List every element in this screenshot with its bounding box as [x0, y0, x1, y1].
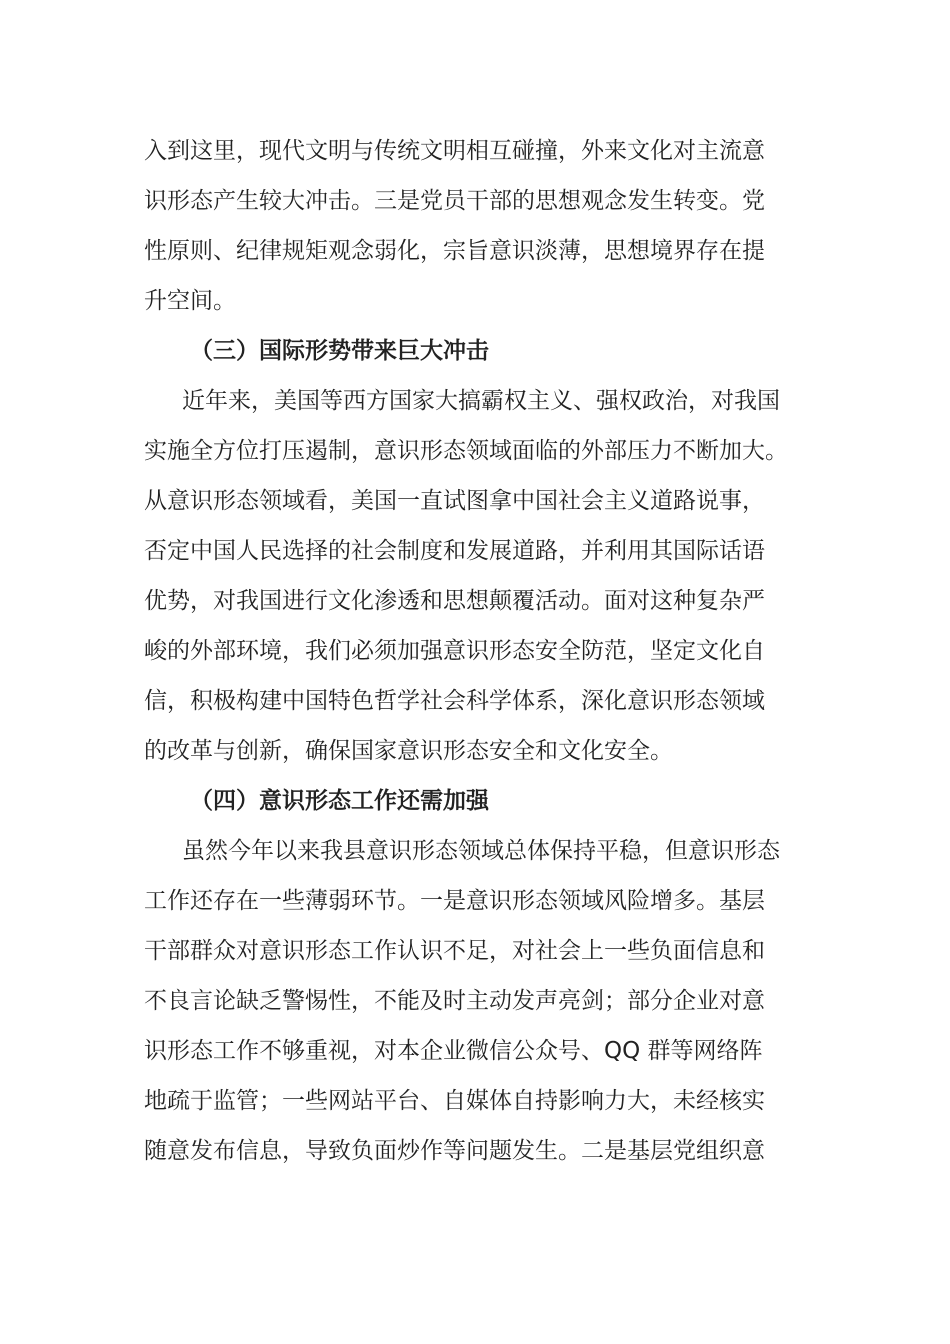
section-heading: （三）国际形势带来巨大冲击 — [190, 338, 489, 364]
text-line: 实施全方位打压遏制，意识形态领域面临的外部压力不断加大。 — [144, 438, 788, 464]
section-heading: （四）意识形态工作还需加强 — [190, 788, 489, 814]
text-line: 地疏于监管；一些网站平台、自媒体自持影响力大，未经核实 — [144, 1088, 765, 1114]
text-line: 近年来，美国等西方国家大搞霸权主义、强权政治，对我国 — [182, 388, 780, 414]
paragraph — [144, 376, 808, 776]
document-body — [144, 126, 808, 1176]
text-line: 性原则、纪律规矩观念弱化，宗旨意识淡薄，思想境界存在提 — [144, 238, 765, 264]
text-line: 识形态工作不够重视，对本企业微信公众号、QQ 群等网络阵 — [144, 1038, 763, 1064]
paragraph — [144, 826, 808, 1176]
text-line: 工作还存在一些薄弱环节。一是意识形态领域风险增多。基层 — [144, 888, 765, 914]
text-line: 入到这里，现代文明与传统文明相互碰撞，外来文化对主流意 — [144, 138, 765, 164]
text-line: 信，积极构建中国特色哲学社会科学体系，深化意识形态领域 — [144, 688, 765, 714]
text-line: 干部群众对意识形态工作认识不足，对社会上一些负面信息和 — [144, 938, 765, 964]
text-line: 随意发布信息，导致负面炒作等问题发生。二是基层党组织意 — [144, 1138, 765, 1164]
text-line: 升空间。 — [144, 288, 236, 314]
paragraph — [144, 126, 808, 326]
text-line: 虽然今年以来我县意识形态领域总体保持平稳，但意识形态 — [182, 838, 780, 864]
text-line: 的改革与创新，确保国家意识形态安全和文化安全。 — [144, 738, 673, 764]
text-line: 从意识形态领域看，美国一直试图拿中国社会主义道路说事， — [144, 488, 765, 514]
text-line: 识形态产生较大冲击。三是党员干部的思想观念发生转变。党 — [144, 188, 765, 214]
text-line: 峻的外部环境，我们必须加强意识形态安全防范，坚定文化自 — [144, 638, 765, 664]
text-line: 不良言论缺乏警惕性，不能及时主动发声亮剑；部分企业对意 — [144, 988, 765, 1014]
text-line: 优势，对我国进行文化渗透和思想颠覆活动。面对这种复杂严 — [144, 588, 765, 614]
text-line: 否定中国人民选择的社会制度和发展道路，并利用其国际话语 — [144, 538, 765, 564]
